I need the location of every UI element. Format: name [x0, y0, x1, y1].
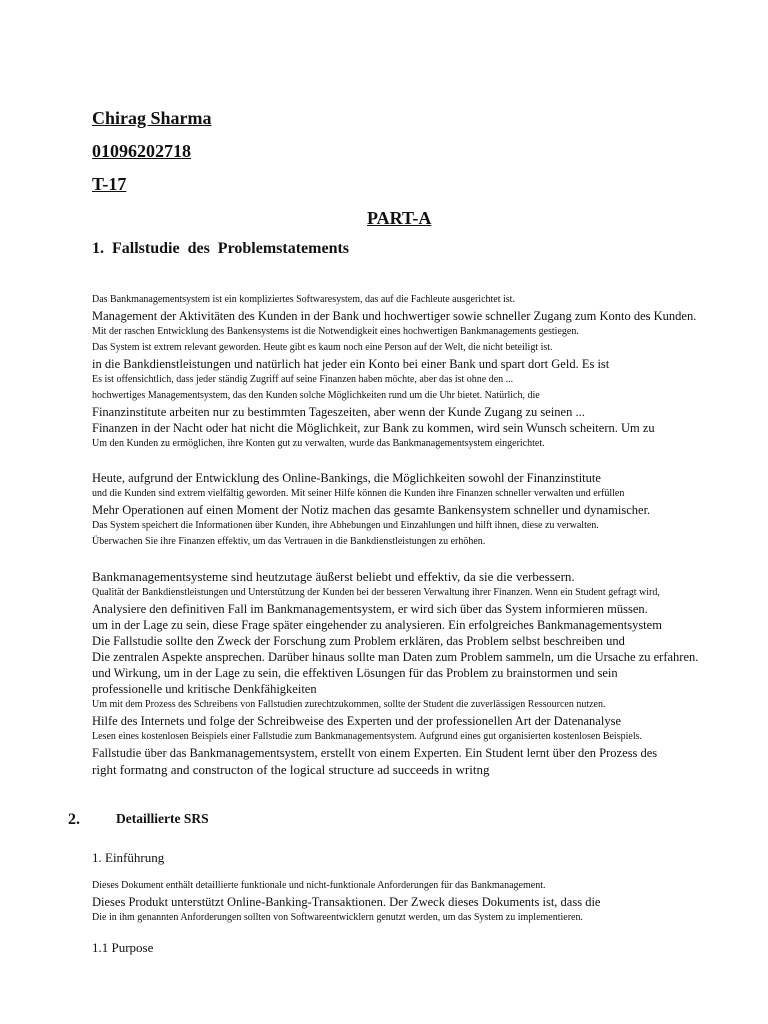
body-line: Mehr Operationen auf einen Moment der Notiz machen das gesamte Bankensystem schneller und dynamischer. — [92, 503, 651, 517]
body-line: Das System speichert die Informationen über Kunden, ihre Abhebungen und Einzahlungen und hilft ihnen, diese zu verwalten. — [92, 520, 599, 531]
body-line: Dieses Dokument enthält detaillierte funktionale und nicht-funktionale Anforderungen für das Bankmanagement. — [92, 880, 546, 891]
body-line: Analysiere den definitiven Fall im Bankmanagementsystem, er wird sich über das System informieren müssen. — [92, 602, 648, 616]
body-line: in die Bankdienstleistungen und natürlich hat jeder ein Konto bei einer Bank und spart dort Geld. Es ist — [92, 357, 610, 371]
body-line: Um den Kunden zu ermöglichen, ihre Konten gut zu verwalten, wurde das Bankmanagementsystem eingerichtet. — [92, 438, 545, 449]
body-line: Bankmanagementsysteme sind heutzutage äußerst beliebt und effektiv, da sie die verbessern. — [92, 569, 575, 584]
body-line: professionelle und kritische Denkfähigkeiten — [92, 682, 317, 696]
body-line: Hilfe des Internets und folge der Schreibweise des Experten und der professionellen Art der Datenanalyse — [92, 714, 621, 728]
section-2-number: 2. — [68, 811, 80, 828]
body-line: right formatng and constructon of the logical structure ad succeeds in writng — [92, 762, 490, 777]
body-line: Um mit dem Prozess des Schreibens von Fallstudien zurechtzukommen, sollte der Student die zuverlässigen Ressourcen nutzen. — [92, 699, 606, 710]
body-line: Dieses Produkt unterstützt Online-Banking-Transaktionen. Der Zweck dieses Dokuments ist, dass die — [92, 895, 601, 909]
body-line: Management der Aktivitäten des Kunden in der Bank und hochwertiger sowie schneller Zugang zum Konto des Kunden. — [92, 309, 697, 323]
body-line: Das Bankmanagementsystem ist ein kompliziertes Softwaresystem, das auf die Fachleute ausgerichtet ist. — [92, 294, 515, 305]
section-1-body — [92, 292, 752, 778]
body-line: Die zentralen Aspekte ansprechen. Darüber hinaus sollte man Daten zum Problem sammeln, um die Ursache zu erfahren. — [92, 650, 699, 664]
part-title: PART-A — [367, 208, 432, 228]
body-line: Mit der raschen Entwicklung des Bankensystems ist die Notwendigkeit eines hochwertigen Bankmanagements gestiegen. — [92, 326, 579, 337]
body-line: und die Kunden sind extrem vielfältig geworden. Mit seiner Hilfe können die Kunden ihre Finanzen schneller verwalten und erfüllen — [92, 488, 625, 499]
body-line: Finanzinstitute arbeiten nur zu bestimmten Tageszeiten, aber wenn der Kunde Zugang zu seinen ... — [92, 405, 585, 419]
body-line: Das System ist extrem relevant geworden. Heute gibt es kaum noch eine Person auf der Welt, die nicht beteiligt ist. — [92, 342, 553, 353]
purpose-subheading: 1.1 Purpose — [92, 940, 154, 955]
group-label: T-17 — [92, 174, 127, 194]
intro-body — [92, 878, 752, 926]
section-2-heading: Detaillierte SRS — [116, 811, 209, 826]
body-line: hochwertiges Managementsystem, das den Kunden solche Möglichkeiten rund um die Uhr bietet. Natürlich, die — [92, 390, 540, 401]
paragraph-gap — [92, 452, 752, 470]
body-line: um in der Lage zu sein, diese Frage später eingehender zu analysieren. Ein erfolgreiches Bankmanagementsystem — [92, 618, 662, 632]
body-line: Die in ihm genannten Anforderungen sollten von Softwareentwicklern genutzt werden, um das System zu implementieren. — [92, 912, 583, 923]
body-line: und Wirkung, um in der Lage zu sein, die effektiven Lösungen für das Problem zu brainstormen und sein — [92, 666, 618, 680]
author-name: Chirag Sharma — [92, 108, 212, 128]
intro-subheading: 1. Einführung — [92, 850, 165, 865]
body-line: Überwachen Sie ihre Finanzen effektiv, um das Vertrauen in die Bankdienstleistungen zu erhöhen. — [92, 536, 486, 547]
student-id: 01096202718 — [92, 141, 191, 161]
body-line: Fallstudie über das Bankmanagementsystem, erstellt von einem Experten. Ein Student lernt über den Prozess des — [92, 746, 658, 760]
paragraph-gap — [92, 550, 752, 568]
body-line: Die Fallstudie sollte den Zweck der Forschung zum Problem erklären, das Problem selbst beschreiben und — [92, 634, 625, 648]
section-1-heading: 1. Fallstudie des Problemstatements — [92, 240, 350, 257]
body-line: Qualität der Bankdienstleistungen und Unterstützung der Kunden bei der besseren Verwaltung ihrer Finanzen. Wenn ein Student gefragt wird, — [92, 587, 660, 598]
body-line: Lesen eines kostenlosen Beispiels einer Fallstudie zum Bankmanagementsystem. Aufgrund eines gut organisierten kostenlosen Beispiels. — [92, 731, 642, 742]
body-line: Heute, aufgrund der Entwicklung des Online-Bankings, die Möglichkeiten sowohl der Finanzinstitute — [92, 471, 601, 485]
body-line: Finanzen in der Nacht oder hat nicht die Möglichkeit, zur Bank zu kommen, wird sein Wunsch scheitern. Um zu — [92, 421, 655, 435]
body-line: Es ist offensichtlich, dass jeder ständig Zugriff auf seine Finanzen haben möchte, aber das ist ohne den ... — [92, 374, 514, 385]
